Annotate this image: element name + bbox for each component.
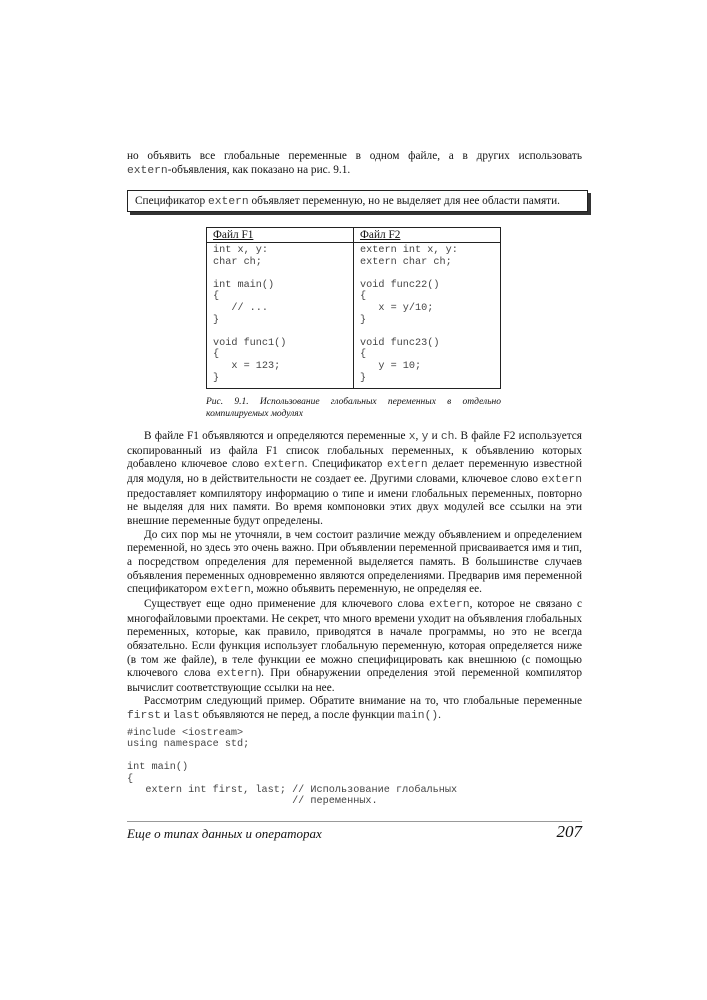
running-footer-title: Еще о типах данных и операторах xyxy=(127,826,322,841)
paragraph-1 xyxy=(127,430,582,529)
text-run: . xyxy=(438,709,441,722)
inline-code: last xyxy=(172,710,200,723)
note-extern-code: extern xyxy=(208,196,249,208)
inline-code: extern xyxy=(428,598,470,611)
file-f2-code: extern int x, y: extern char ch; void func22() { x = y/10; } void func23() { y = 10; } xyxy=(360,245,458,384)
text-run: Существует еще одно применение для ключевого слова xyxy=(144,597,429,610)
inline-code: extern xyxy=(387,459,428,472)
note-text-after: объявляет переменную, но не выделяет для нее области памяти. xyxy=(248,195,560,207)
paragraph-4 xyxy=(127,695,582,723)
inline-code: main() xyxy=(397,710,439,723)
paragraph-3 xyxy=(127,598,582,696)
inline-code: extern xyxy=(541,473,582,486)
code-listing: #include <iostream> using namespace std; int main() { extern int first, last; // Использование глобальных // переменных. xyxy=(127,728,458,808)
text-run: , которое не связано с многофайловыми проектами. Не секрет, что много времени уходит на объявления глобальных переменных, которые, как правило, приводятся в начале программы, но это не всегда обязательно. Если функция использует глобальную переменную, которая определяется ниже (в том же файле), в теле функции ее можно специфицировать как внешнюю (с помощью ключевого слова xyxy=(127,597,582,680)
file-f2-cell xyxy=(354,243,501,389)
page-number: 207 xyxy=(556,822,582,841)
table-header-f2 xyxy=(354,228,501,243)
paragraph-2 xyxy=(127,529,582,598)
table-header-row xyxy=(207,228,501,243)
inline-code: x xyxy=(408,431,416,443)
footer-divider xyxy=(127,821,582,822)
table-row xyxy=(207,243,501,389)
text-run: До сих пор мы не уточняли, в чем состоит различие между объявлением и определением переменной, но здесь это очень важно. При объявлении переменной присваивается имя и тип, а посредством определения для переменной выделяется память. В большинстве случаев объявления переменных одновременно являются определениями. Предварив имя переменной спецификатором xyxy=(127,528,582,596)
file-f1-cell xyxy=(207,243,354,389)
inline-code: y xyxy=(421,431,429,443)
intro-extern-code: extern xyxy=(127,165,168,177)
inline-code: first xyxy=(127,710,161,723)
text-run: предоставляет компилятору информацию о типе и имени глобальных переменных, повторно не выделяя для них памяти. Во время компоновки этих двух модулей все ссылки на эти внешние переменные будут определены. xyxy=(127,487,582,527)
text-run: , xyxy=(415,430,422,442)
table-header-f1 xyxy=(207,228,354,243)
text-run: и xyxy=(160,709,173,722)
inline-code: extern xyxy=(263,459,305,472)
file-code-table xyxy=(206,227,501,389)
intro-line-1: но объявить все глобальные переменные в одном файле, а в других использовать xyxy=(127,150,582,162)
text-run: , можно объявить переменную, не определяя ее. xyxy=(250,583,482,596)
body-text xyxy=(127,430,582,724)
header-f1-label: Файл F1 xyxy=(213,229,254,241)
text-run: . Спецификатор xyxy=(304,458,387,471)
intro-line-2: -объявления, как показано на рис. 9.1. xyxy=(167,164,351,176)
inline-code: ch xyxy=(440,431,455,443)
header-f2-label: Файл F2 xyxy=(360,229,401,241)
file-f1-code: int x, y: char ch; int main() { // ... } void func1() { x = 123; } xyxy=(213,245,287,384)
inline-code: extern xyxy=(210,584,251,597)
text-run: делает переменную известной для модуля, но в действительности не создает ее. Другими словами, ключевое слово xyxy=(127,458,582,485)
text-run: объявляются не перед, а после функции xyxy=(199,709,398,722)
text-run: и xyxy=(428,430,441,442)
text-run: В файле F1 объявляются и определяются переменные xyxy=(144,430,409,442)
extern-note-box xyxy=(127,190,588,212)
intro-paragraph xyxy=(127,149,582,178)
figure-caption: Рис. 9.1. Использование глобальных переменных в отдельно компилируемых модулях xyxy=(206,397,501,419)
text-run: Рассмотрим следующий пример. Обратите внимание на то, что глобальные переменные xyxy=(144,695,582,708)
text-run: . В файле F2 используется скопированный из файла F1 список глобальных переменных, к объявлению которых добавлено ключевое слово xyxy=(127,430,582,471)
note-text-before: Спецификатор xyxy=(135,195,208,207)
text-run: ). При обнаружении определения этой переменной компилятор вычислит соответствующие ссылки на нее. xyxy=(127,667,583,694)
inline-code: extern xyxy=(216,668,258,681)
